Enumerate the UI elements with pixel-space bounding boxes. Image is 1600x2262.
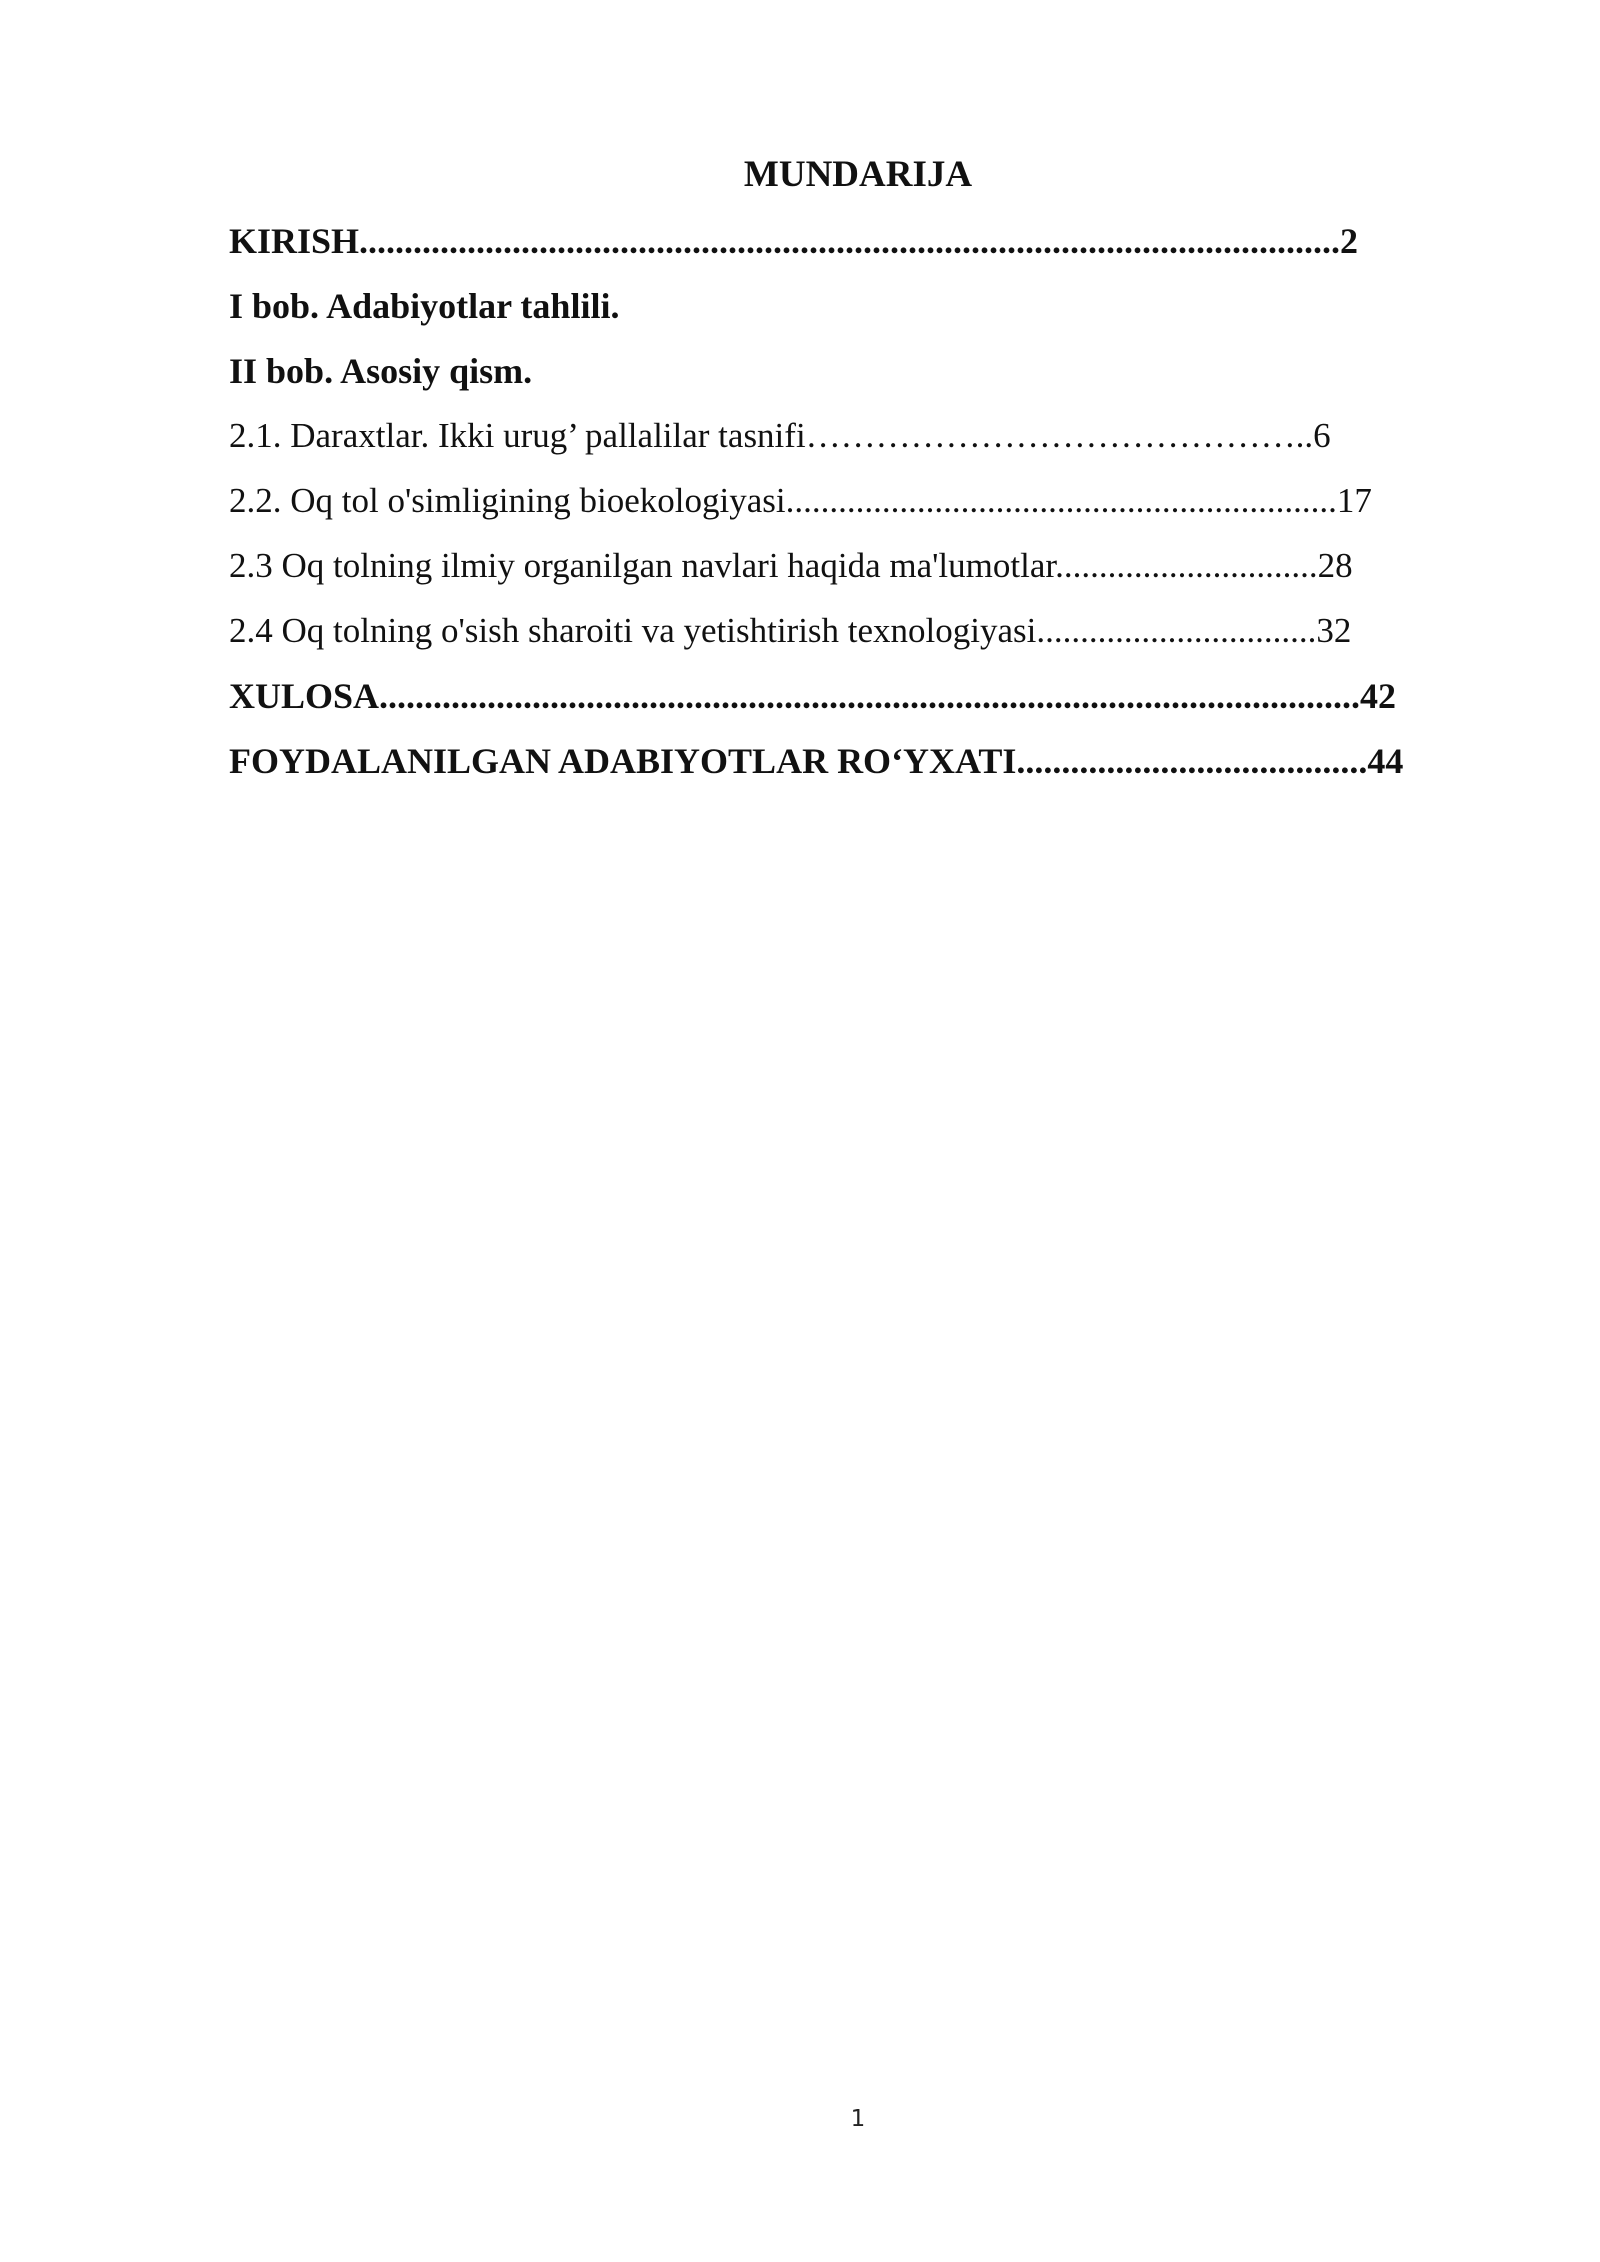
toc-entry-xulosa: XULOSA.............................................................................................................42 [229, 676, 1397, 716]
toc-entry-chapter-1: I bob. Adabiyotlar tahlili. [229, 286, 620, 326]
toc-entry-section-2-2: 2.2. Oq tol o'simligining bioekologiyasi...............................................................17 [229, 481, 1372, 520]
table-of-contents [229, 216, 1489, 801]
toc-entry-kirish: KIRISH.............................................................................................................2 [229, 221, 1359, 261]
page-number: 1 [850, 2106, 866, 2132]
toc-entry-section-2-1: 2.1. Daraxtlar. Ikki urug’ pallalilar tasnifi……………………………………..6 [229, 416, 1331, 455]
toc-entry-section-2-4: 2.4 Oq tolning o'sish sharoiti va yetishtirish texnologiyasi................................32 [229, 611, 1352, 650]
toc-entry-references: FOYDALANILGAN ADABIYOTLAR RO‘YXATI.......................................44 [229, 741, 1404, 781]
toc-entry-section-2-3: 2.3 Oq tolning ilmiy organilgan navlari haqida ma'lumotlar..............................28 [229, 546, 1353, 585]
toc-entry-chapter-2: II bob. Asosiy qism. [229, 351, 533, 391]
toc-title: MUNDARIJA [743, 154, 973, 195]
